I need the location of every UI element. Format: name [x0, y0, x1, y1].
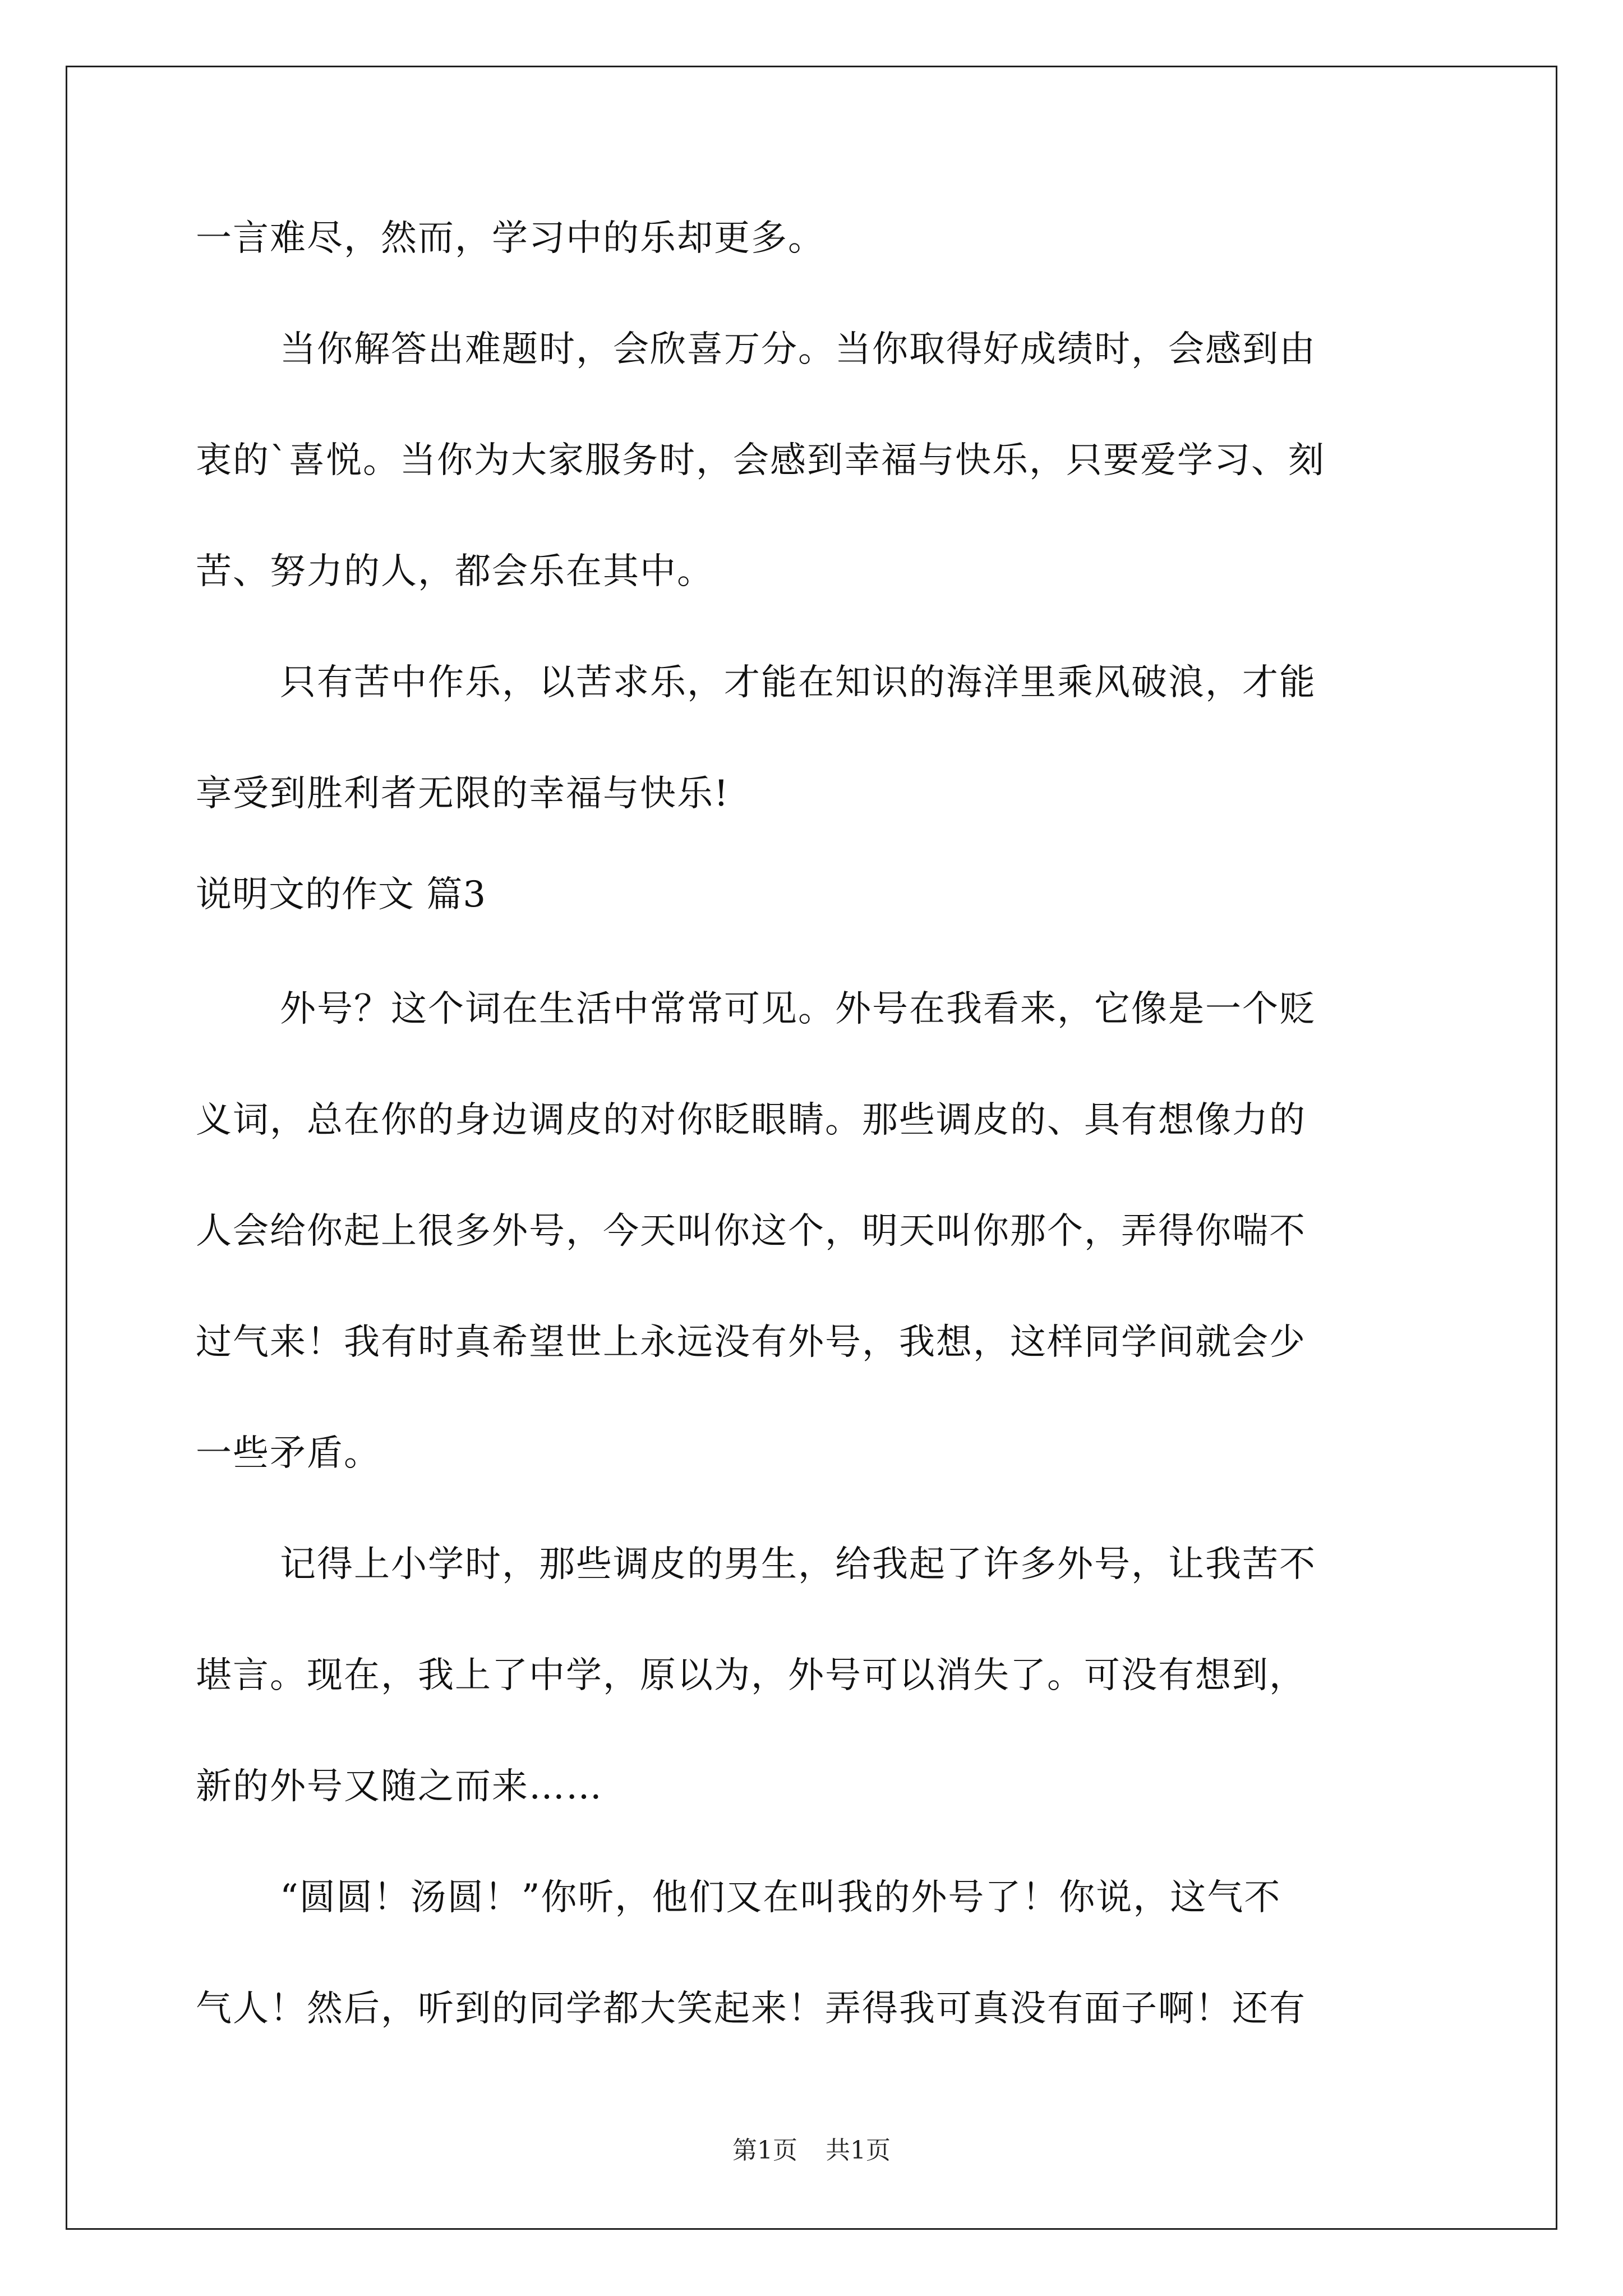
paragraph-4-line-1: 外号？这个词在生活中常常可见。外号在我看来，它像是一个贬 — [280, 988, 1316, 1030]
paragraph-2-line-2: 衷的`喜悦。当你为大家服务时，会感到幸福与快乐，只要爱学习、刻 — [196, 440, 1325, 481]
page-footer — [0, 2135, 1623, 2166]
paragraph-6-line-2: 气人！然后，听到的同学都大笑起来！弄得我可真没有面子啊！还有 — [196, 1988, 1306, 2030]
paragraph-3-line-1: 只有苦中作乐，以苦求乐，才能在知识的海洋里乘风破浪，才能 — [280, 662, 1316, 703]
page-number: 第1页 — [732, 2136, 797, 2165]
paragraph-3-line-2: 享受到胜利者无限的幸福与快乐! — [196, 773, 730, 815]
section-heading: 说明文的作文 篇3 — [196, 874, 487, 915]
paragraph-4-line-3: 人会给你起上很多外号，今天叫你这个，明天叫你那个，弄得你喘不 — [196, 1211, 1306, 1252]
paragraph-5-line-3: 新的外号又随之而来…… — [196, 1766, 603, 1807]
paragraph-6-line-1: “圆圆！汤圆！”你听，他们又在叫我的外号了！你说，这气不 — [280, 1877, 1281, 1918]
paragraph-4-line-2: 义词，总在你的身边调皮的对你眨眼睛。那些调皮的、具有想像力的 — [196, 1099, 1306, 1141]
paragraph-2-line-1: 当你解答出难题时，会欣喜万分。当你取得好成绩时，会感到由 — [280, 329, 1316, 370]
paragraph-5-line-1: 记得上小学时，那些调皮的男生，给我起了许多外号，让我苦不 — [280, 1544, 1316, 1585]
paragraph-4-line-4: 过气来！我有时真希望世上永远没有外号，我想，这样同学间就会少 — [196, 1322, 1306, 1363]
page-total: 共1页 — [826, 2136, 891, 2165]
paragraph-1-line-1: 一言难尽，然而，学习中的乐却更多。 — [196, 218, 825, 259]
paragraph-2-line-3: 苦、努力的人，都会乐在其中。 — [196, 551, 714, 592]
paragraph-5-line-2: 堪言。现在，我上了中学，原以为，外号可以消失了。可没有想到， — [196, 1655, 1306, 1696]
paragraph-4-line-5: 一些矛盾。 — [196, 1433, 381, 1474]
